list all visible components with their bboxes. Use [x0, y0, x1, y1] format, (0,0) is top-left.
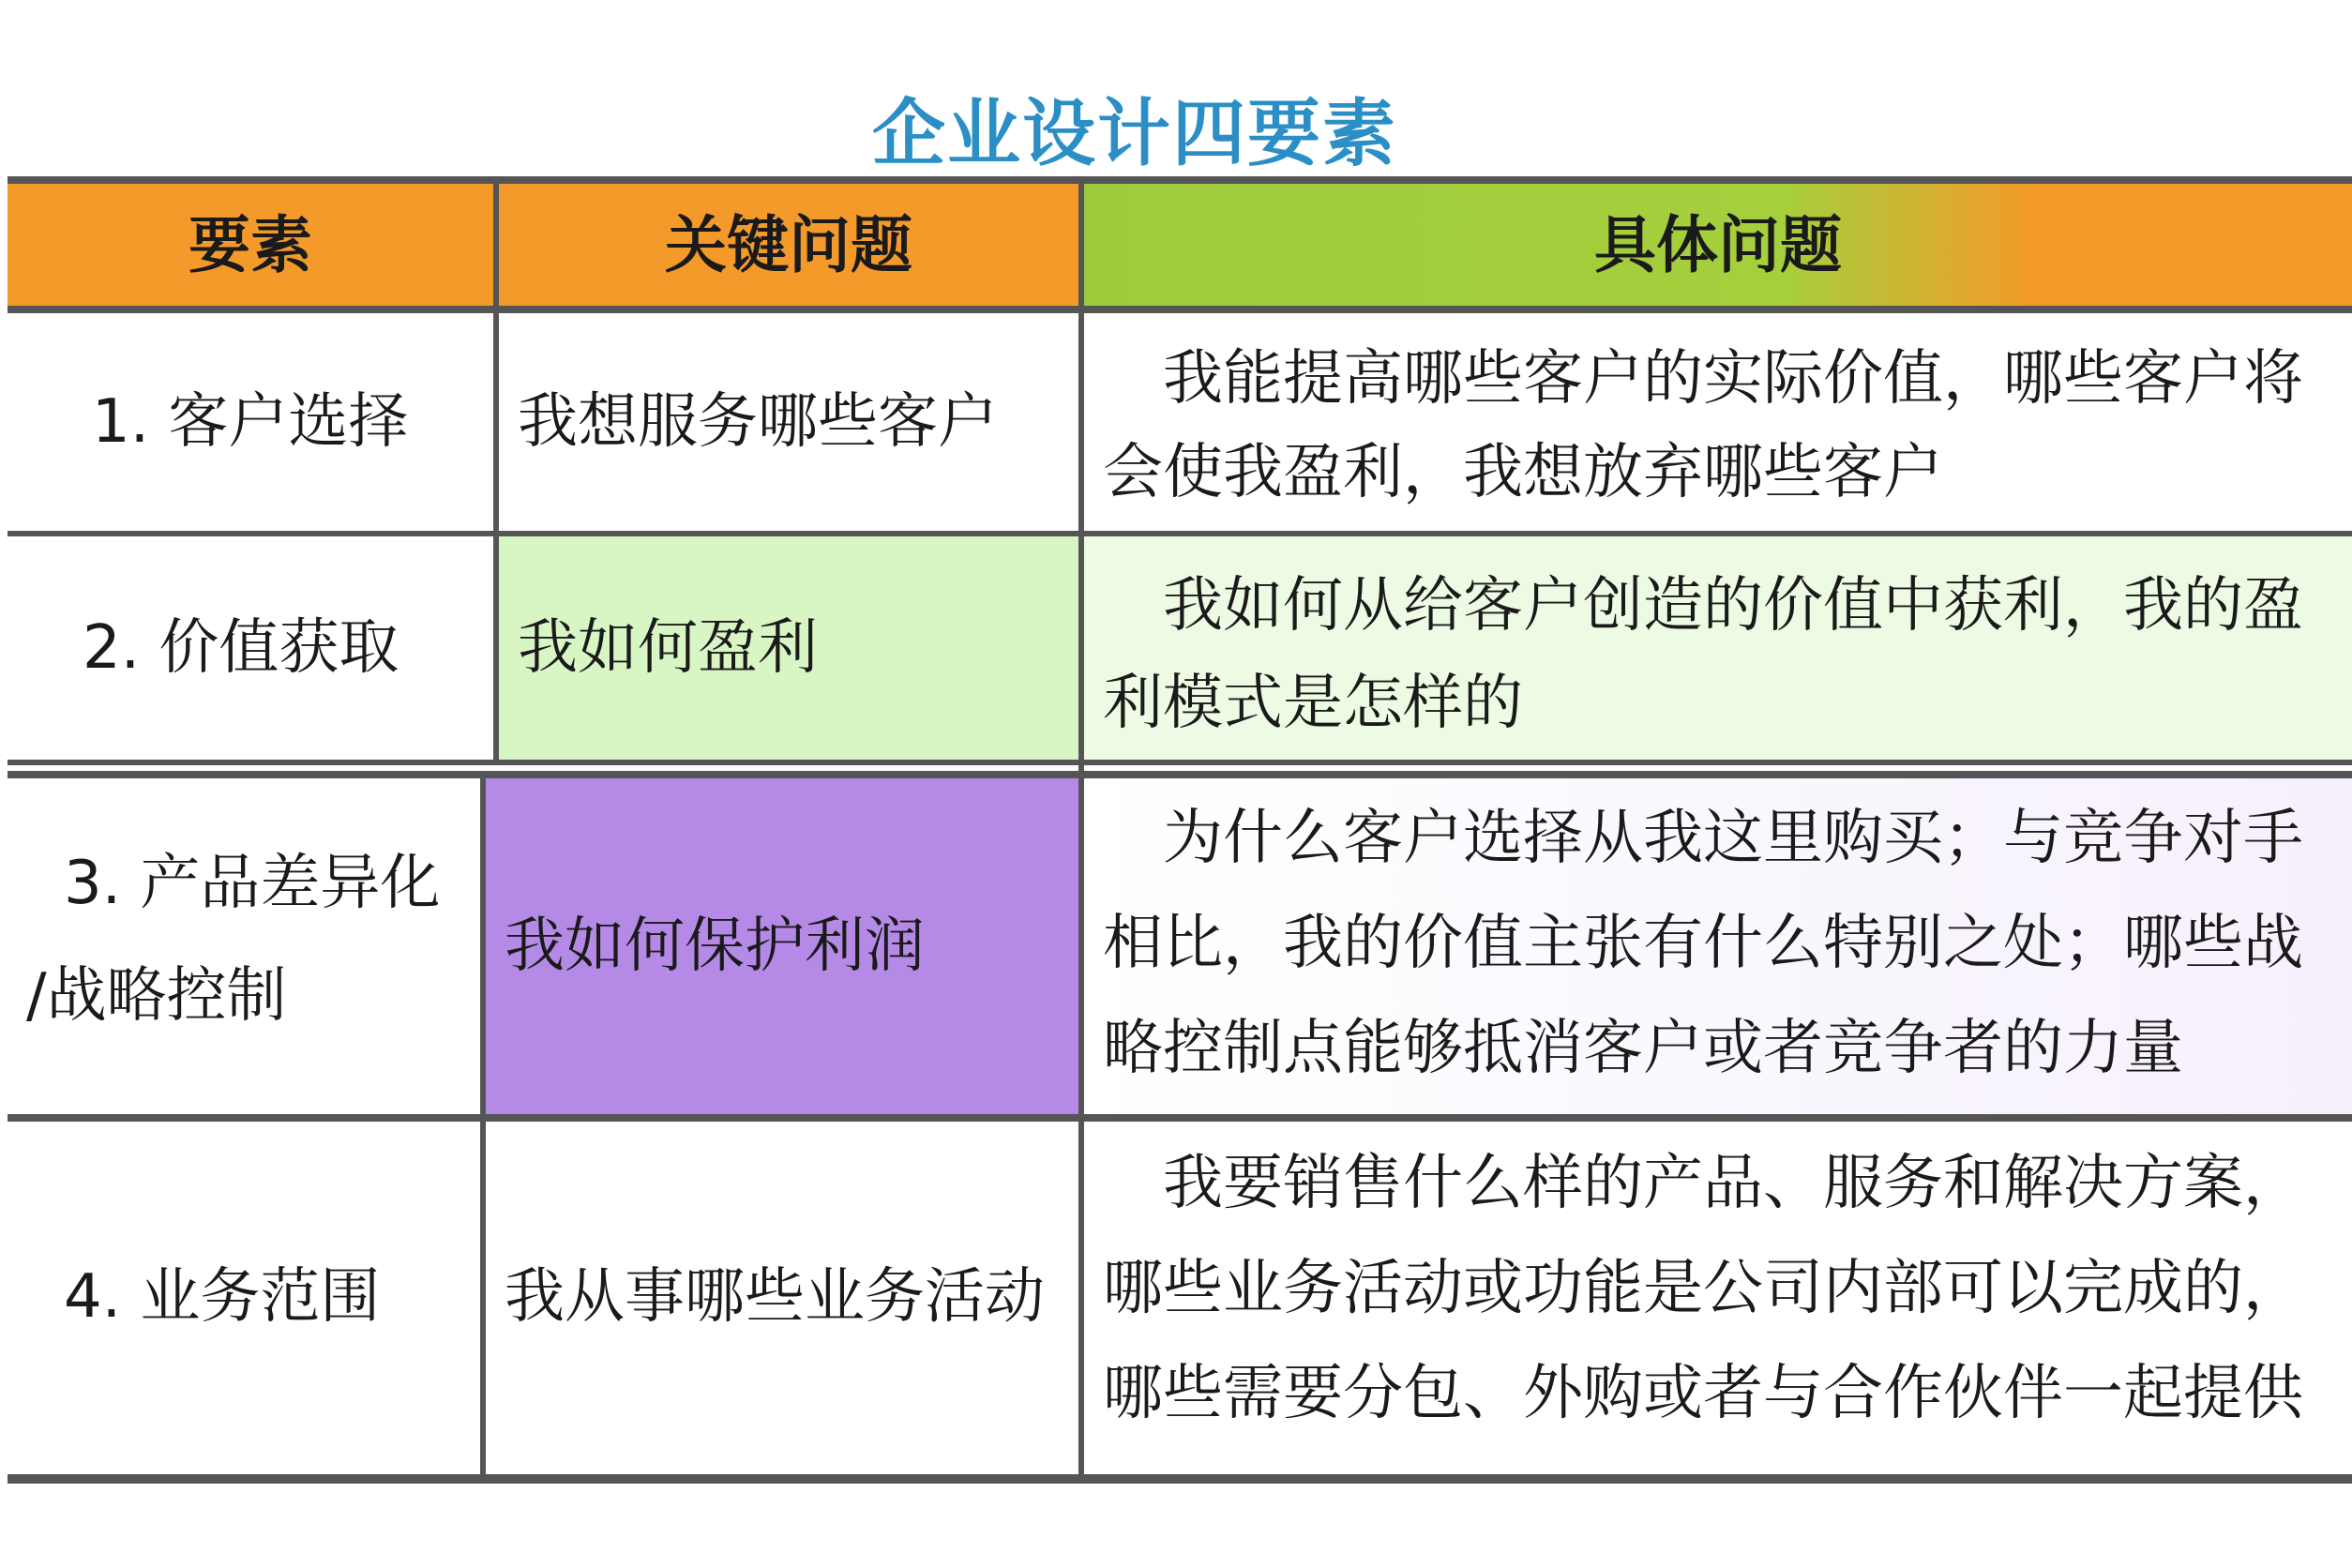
header-specific-question [1084, 182, 2352, 308]
grid-col-divider-1-top [493, 176, 499, 765]
header-element-label: 要素 [188, 208, 312, 281]
row-1-specific-question-text: 我能提高哪些客户的实际价值，哪些客户将会使我盈利，我想放弃哪些客户 [1103, 344, 2303, 507]
row-3-key-question [486, 778, 1078, 1114]
row-4-element [8, 1120, 480, 1474]
grid-line-bottom [8, 1474, 2352, 1484]
grid-line-row2-bottom [8, 760, 2352, 765]
row-4-specific-question-text: 我要销售什么样的产品、服务和解决方案，哪些业务活动或功能是公司内部可以完成的，哪些需要分包、外购或者与合作伙伴一起提供 [1103, 1149, 2303, 1428]
grid-line-row3-top [8, 771, 2352, 778]
row-1-key-question [499, 313, 1078, 531]
row-2-specific-question-text: 我如何从给客户创造的价值中获利，我的盈利模式是怎样的 [1103, 571, 2303, 738]
row-1-key-question-text: 我想服务哪些客户 [518, 387, 998, 457]
row-2-element [8, 536, 493, 760]
header-specific-question-label: 具体问题 [1594, 208, 1842, 281]
row-4-key-question-text: 我从事哪些业务活动 [505, 1262, 1045, 1332]
grid-line-row1-bottom [8, 531, 2352, 536]
page-title: 企业设计四要素 [872, 92, 1398, 176]
row-3-element-label-line1: 3. 产品差异化 [64, 849, 441, 918]
row-3-element-label-line2: /战略控制 [26, 961, 287, 1031]
row-3-key-question-text: 我如何保护利润 [505, 912, 925, 981]
grid-line-header-bottom [8, 306, 2352, 313]
header-element [8, 182, 493, 308]
row-2-key-question-text: 我如何盈利 [518, 613, 818, 683]
row-3-element [8, 778, 480, 1114]
row-2-element-label: 2. 价值获取 [83, 613, 400, 683]
grid-line-row3-bottom [8, 1114, 2352, 1122]
elements-table [8, 176, 2352, 1489]
grid-col-divider-2 [1078, 176, 1084, 1484]
header-key-question-label: 关键问题 [665, 208, 912, 281]
row-1-element [8, 313, 493, 531]
row-4-key-question [486, 1120, 1078, 1474]
row-1-element-label: 1. 客户选择 [92, 387, 409, 457]
row-2-specific-question [1084, 536, 2352, 760]
row-4-element-label: 4. 业务范围 [64, 1262, 381, 1332]
row-4-specific-question [1084, 1120, 2352, 1474]
row-3-specific-question-text: 为什么客户选择从我这里购买；与竞争对手相比，我的价值主张有什么特别之处；哪些战略控制点能够抵消客户或者竞争者的力量 [1103, 804, 2303, 1083]
grid-col-divider-1-bottom [480, 771, 486, 1484]
row-1-specific-question [1084, 313, 2352, 531]
row-3-specific-question [1084, 778, 2352, 1114]
row-2-key-question [499, 536, 1078, 760]
grid-line-top [8, 176, 2352, 184]
header-key-question [499, 182, 1078, 308]
